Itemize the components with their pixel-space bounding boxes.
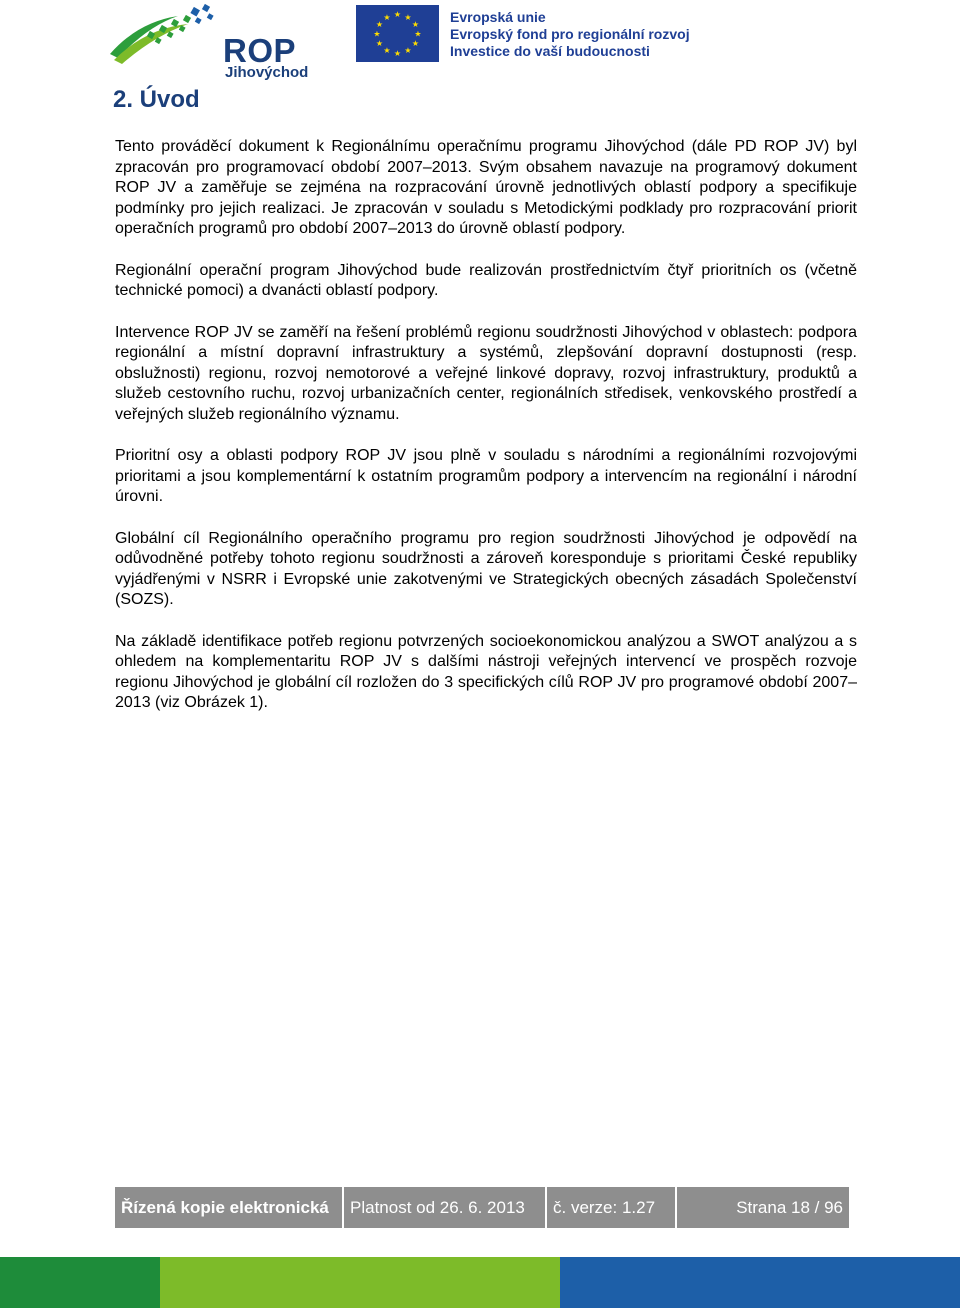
paragraph: Tento prováděcí dokument k Regionálnímu operačnímu programu Jihovýchod (dále PD ROP JV) byl zpracován pro programovací období 2007–2013. Svým obsahem navazuje na programový dokument ROP JV a zaměřuje se zejména na rozpracování úrovně jednotlivých oblastí podpory a specifikuje podmínky pro jejich realizaci. Je zpracován v souladu s Metodickými podklady pro rozpracování priorit operačních programů pro období 2007–2013 do úrovně oblastí podpory. (115, 138, 857, 237)
eu-flag-icon (356, 5, 439, 62)
footer-validity: Platnost od 26. 6. 2013 (344, 1187, 547, 1228)
paragraph: Regionální operační program Jihovýchod bude realizován prostřednictvím čtyř prioritních os (včetně technické pomoci) a dvanácti oblastí podpory. (115, 261, 857, 299)
eu-logo-line2: Evropský fond pro regionální rozvoj (450, 26, 690, 42)
svg-text:★: ★ (373, 29, 381, 39)
rop-logo (108, 2, 323, 84)
footer-info-bar (115, 1187, 849, 1228)
paragraph: Prioritní osy a oblasti podpory ROP JV jsou plně v souladu s národními a regionálními rozvojovými prioritami a jsou komplementární k ostatním programům podpory a intervencím na regionální i národní úrovni. (115, 447, 857, 505)
footer-stripe-blue (560, 1257, 960, 1308)
paragraph: Na základě identifikace potřeb regionu potvrzených socioekonomickou analýzou a SWOT analýzou a s ohledem na komplementaritu ROP JV s dalšími nástroji veřejných intervencí ve prospěch rozvoje regionu Jihovýchod je globální cíl rozložen do 3 specifických cílů ROP JV pro programové období 2007–2013 (viz Obrázek 1). (115, 632, 857, 711)
document-body (115, 137, 857, 735)
eu-stars-icon (356, 5, 439, 62)
svg-text:★: ★ (383, 13, 391, 22)
rop-logo-title: ROP (223, 32, 297, 69)
svg-text:★: ★ (414, 29, 422, 39)
svg-text:★: ★ (393, 49, 402, 58)
svg-text:★: ★ (383, 46, 391, 55)
svg-text:★: ★ (411, 39, 420, 48)
svg-text:★: ★ (375, 39, 384, 48)
eu-logo-line1: Evropská unie (450, 9, 546, 25)
svg-text:★: ★ (404, 46, 412, 55)
footer-stripe-light-green (160, 1257, 560, 1308)
section-heading: 2. Úvod (113, 86, 200, 113)
rop-logo-subtitle: Jihovýchod (225, 64, 309, 81)
paragraph: Intervence ROP JV se zaměří na řešení problémů regionu soudržnosti Jihovýchod v oblastech: podpora regionální a místní dopravní infrastruktury a systémů, zlepšování dopravní dostupnosti (resp. obslužnosti) regionu, rozvoj nemotorové a veřejné linkové dopravy, rozvoj infrastruktury, produktů a služeb cestovního ruchu, rozvoj urbanizačních center, regionálních středisek, venkovského prostředí a veřejných služeb regionálního významu. (115, 323, 857, 423)
footer-stripe-dark-green (0, 1257, 160, 1308)
svg-text:★: ★ (404, 13, 412, 22)
footer-page-number: Strana 18 / 96 (677, 1187, 849, 1228)
eu-logo-line3: Investice do vaší budoucnosti (450, 43, 650, 59)
paragraph: Globální cíl Regionálního operačního programu pro region soudržnosti Jihovýchod je odpovědí na odůvodněné potřeby tohoto regionu soudržnosti a zároveň koresponduje s prioritami České republiky vyjádřenými v NSRR i Evropské unie zakotvenými ve Strategických obecných zásadách Společenství (SOZS). (115, 529, 857, 608)
footer-version: č. verze: 1.27 (547, 1187, 677, 1228)
svg-text:★: ★ (393, 10, 402, 19)
eu-logo-text (450, 9, 690, 60)
footer-copy-label: Řízená kopie elektronická (115, 1187, 344, 1228)
svg-text:★: ★ (375, 20, 384, 29)
svg-text:★: ★ (411, 20, 420, 29)
